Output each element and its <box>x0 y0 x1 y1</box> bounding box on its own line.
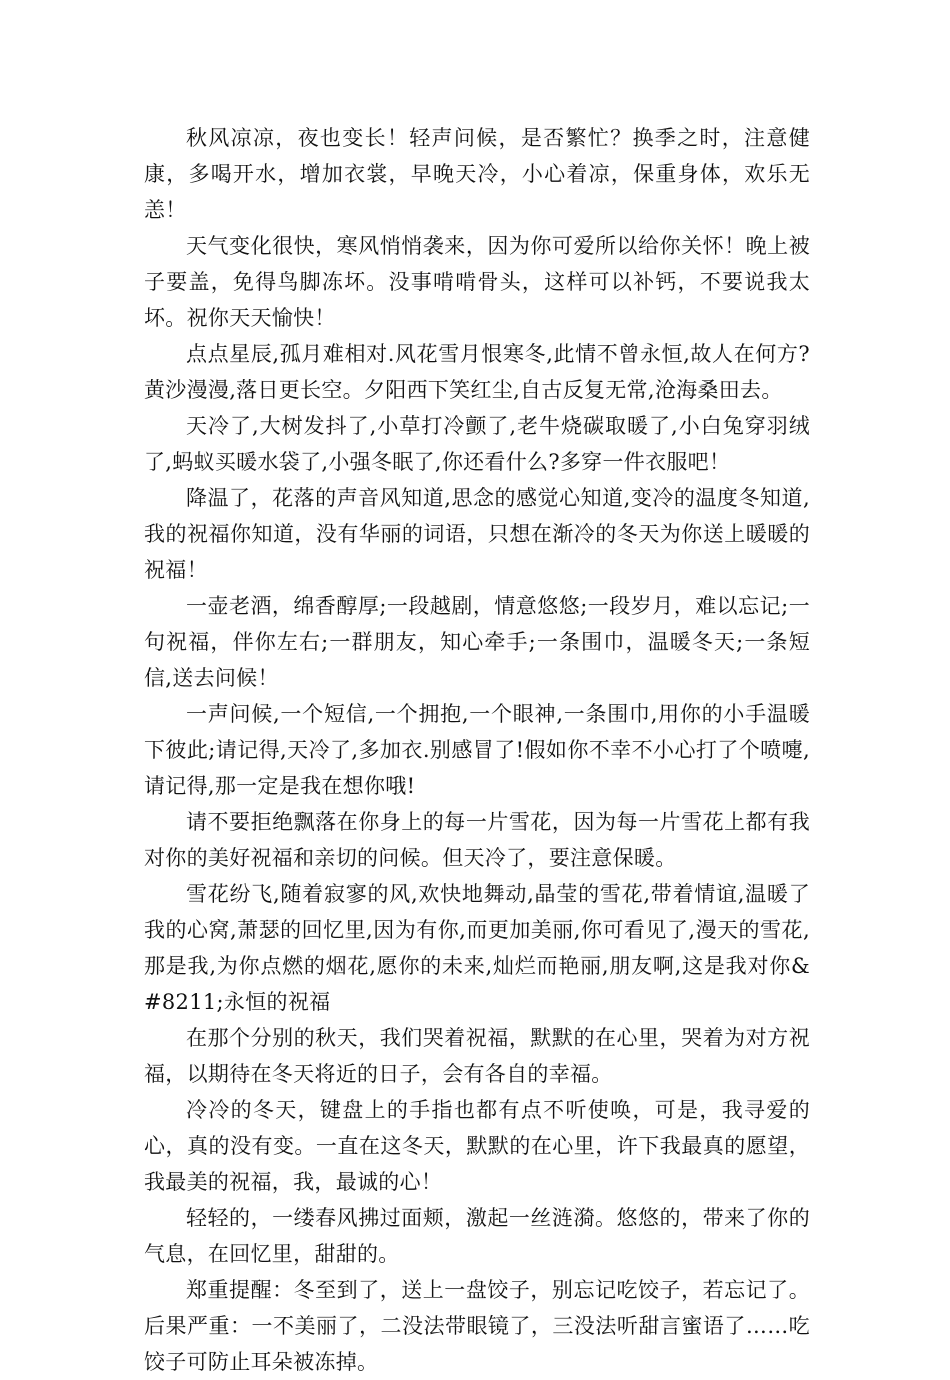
paragraph-12: 轻轻的，一缕春风拂过面颊，激起一丝涟漪。悠悠的，带来了你的气息，在回忆里，甜甜的。 <box>144 1206 810 1266</box>
paragraph-8: 请不要拒绝飘落在你身上的每一片雪花，因为每一片雪花上都有我对你的美好祝福和亲切的问候。但天冷了，要注意保暖。 <box>144 810 810 870</box>
paragraph-13: 郑重提醒：冬至到了，送上一盘饺子，别忘记吃饺子，若忘记了。后果严重：一不美丽了，二没法带眼镜了，三没法听甜言蜜语了……吃饺子可防止耳朵被冻掉。 <box>144 1278 810 1374</box>
document-body <box>144 120 810 1380</box>
paragraph-1: 秋风凉凉，夜也变长！轻声问候，是否繁忙？换季之时，注意健康，多喝开水，增加衣裳，早晚天冷，小心着凉，保重身体，欢乐无恙！ <box>144 126 810 222</box>
paragraph-9: 雪花纷飞,随着寂寥的风,欢快地舞动,晶莹的雪花,带着情谊,温暖了我的心窝,萧瑟的回忆里,因为有你,而更加美丽,你可看见了,漫天的雪花,那是我,为你点燃的烟花,愿你的未来,灿烂而艳丽,朋友啊,这是我对你&#8211;永恒的祝福 <box>144 882 810 1014</box>
paragraph-3: 点点星辰,孤月难相对.风花雪月恨寒冬,此情不曾永恒,故人在何方?黄沙漫漫,落日更长空。夕阳西下笑红尘,自古反复无常,沧海桑田去。 <box>144 342 810 402</box>
paragraph-11: 冷冷的冬天，键盘上的手指也都有点不听使唤，可是，我寻爱的心，真的没有变。一直在这冬天，默默的在心里，许下我最真的愿望，我最美的祝福，我，最诚的心！ <box>144 1098 810 1194</box>
paragraph-10: 在那个分别的秋天，我们哭着祝福，默默的在心里，哭着为对方祝福，以期待在冬天将近的日子，会有各自的幸福。 <box>144 1026 810 1086</box>
paragraph-2: 天气变化很快，寒风悄悄袭来，因为你可爱所以给你关怀！晚上被子要盖，免得鸟脚冻坏。没事啃啃骨头，这样可以补钙，不要说我太坏。祝你天天愉快！ <box>144 234 810 330</box>
paragraph-6: 一壶老酒，绵香醇厚;一段越剧，情意悠悠;一段岁月，难以忘记;一句祝福，伴你左右;一群朋友，知心牵手;一条围巾，温暖冬天;一条短信,送去问候！ <box>144 594 810 690</box>
paragraph-7: 一声问候,一个短信,一个拥抱,一个眼神,一条围巾,用你的小手温暖下彼此;请记得,天冷了,多加衣.别感冒了!假如你不幸不小心打了个喷嚏,请记得,那一定是我在想你哦! <box>144 702 810 798</box>
paragraph-4: 天冷了,大树发抖了,小草打冷颤了,老牛烧碳取暖了,小白兔穿羽绒了,蚂蚁买暖水袋了,小强冬眠了,你还看什么?多穿一件衣服吧！ <box>144 414 810 474</box>
paragraph-5: 降温了，花落的声音风知道,思念的感觉心知道,变冷的温度冬知道,我的祝福你知道，没有华丽的词语，只想在渐冷的冬天为你送上暖暖的祝福！ <box>144 486 810 582</box>
